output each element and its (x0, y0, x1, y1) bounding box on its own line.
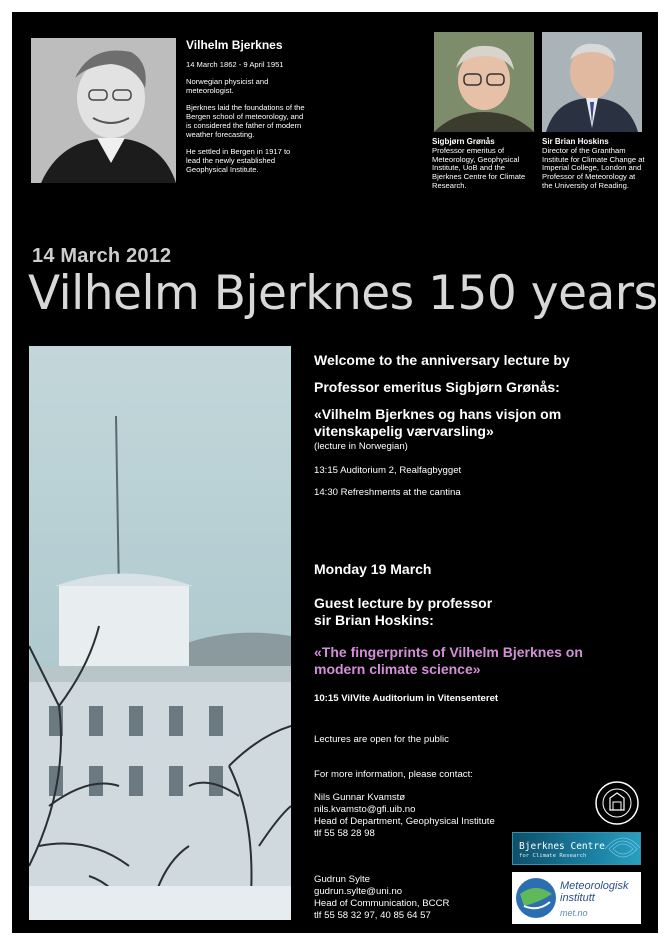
time-2: 14:30 Refreshments at the cantina (314, 487, 461, 498)
speaker-desc-gronas: Professor emeritus of Meteorology, Geophysical Institute, UoB and the Bjerknes Centre for Climate Research. (432, 145, 526, 190)
poster (12, 12, 658, 933)
speaker-name-hoskins: Sir Brian Hoskins (542, 137, 609, 146)
open-note: Lectures are open for the public (314, 734, 449, 745)
contact-2-name: Gudrun Sylte (314, 874, 370, 885)
bio-paragraph-2: Bjerknes laid the foundations of the Bergen school of meteorology, and is considered the father of modern weather forecasting. (186, 103, 305, 139)
metno-line-1: Meteorologisk institutt (560, 880, 629, 904)
bio-name: Vilhelm Bjerknes (186, 38, 283, 52)
speaker-illustration-hoskins (542, 32, 642, 132)
photo-sigbjorn-gronas (434, 32, 534, 132)
contact-1 (314, 792, 534, 840)
photo-brian-hoskins (542, 32, 642, 132)
lecture-2-title: «The fingerprints of Vilhelm Bjerknes on modern climate science» (314, 644, 583, 677)
contact-1-email[interactable]: nils.kvamsto@gfi.uib.no (314, 804, 416, 815)
poster-title: Vilhelm Bjerknes 150 years (28, 266, 658, 321)
contact-intro: For more information, please contact: (314, 769, 473, 780)
bio-text (186, 38, 306, 182)
speaker-name-gronas: Sigbjørn Grønås (432, 137, 495, 146)
guest-line-2: sir Brian Hoskins: (314, 612, 434, 628)
bio-dates: 14 March 1862 - 9 April 1951 (186, 60, 284, 69)
contact-2 (314, 874, 534, 922)
bjerknes-centre-logo (512, 832, 641, 865)
guest-line-1: Guest lecture by professor (314, 595, 493, 611)
bio-paragraph-3: He settled in Bergen in 1917 to lead the newly established Geophysical Institute. (186, 147, 291, 174)
caption-sigbjorn-gronas (432, 138, 536, 191)
lecture-1-note: (lecture in Norwegian) (314, 441, 408, 452)
contact-2-role: Head of Communication, BCCR (314, 898, 450, 909)
day-2-heading: Monday 19 March (314, 561, 432, 577)
bccr-line-2: for Climate Research (519, 853, 587, 859)
speaker-illustration-gronas (434, 32, 534, 132)
time-3: 10:15 VilVite Auditorium in Vitensenteret (314, 693, 499, 704)
contact-2-email[interactable]: gudrun.sylte@uni.no (314, 886, 403, 897)
lecture-1-title: «Vilhelm Bjerknes og hans visjon om vitenskapelig værvarsling» (314, 406, 562, 439)
contact-1-name: Nils Gunnar Kvamstø (314, 792, 406, 803)
met-no-logo (512, 872, 641, 924)
speaker-desc-hoskins: Director of the Grantham Institute for Climate Change at Imperial College, London and Professor of Meteorology at the University of Reading. (542, 145, 645, 190)
contact-2-phone: tlf 55 58 32 97, 40 85 64 57 (314, 910, 431, 921)
welcome-line-1: Welcome to the anniversary lecture by (314, 352, 570, 368)
caption-brian-hoskins (542, 138, 646, 191)
portrait-vilhelm-bjerknes (31, 38, 176, 183)
contact-1-phone: tlf 55 58 28 98 (314, 828, 375, 839)
portrait-illustration (31, 38, 176, 183)
university-of-bergen-seal-icon (594, 780, 640, 826)
time-1: 13:15 Auditorium 2, Realfagbygget (314, 465, 462, 476)
event-date: 14 March 2012 (32, 245, 172, 267)
photo-geophysical-institute (29, 346, 291, 920)
bccr-line-1: Bjerknes Centre (519, 841, 605, 852)
welcome-line-2: Professor emeritus Sigbjørn Grønås: (314, 379, 560, 395)
bio-paragraph-1: Norwegian physicist and meteorologist. (186, 77, 269, 95)
metno-line-3: met.no (560, 908, 588, 918)
contact-1-role: Head of Department, Geophysical Institute (314, 816, 495, 827)
building-illustration (29, 346, 291, 920)
